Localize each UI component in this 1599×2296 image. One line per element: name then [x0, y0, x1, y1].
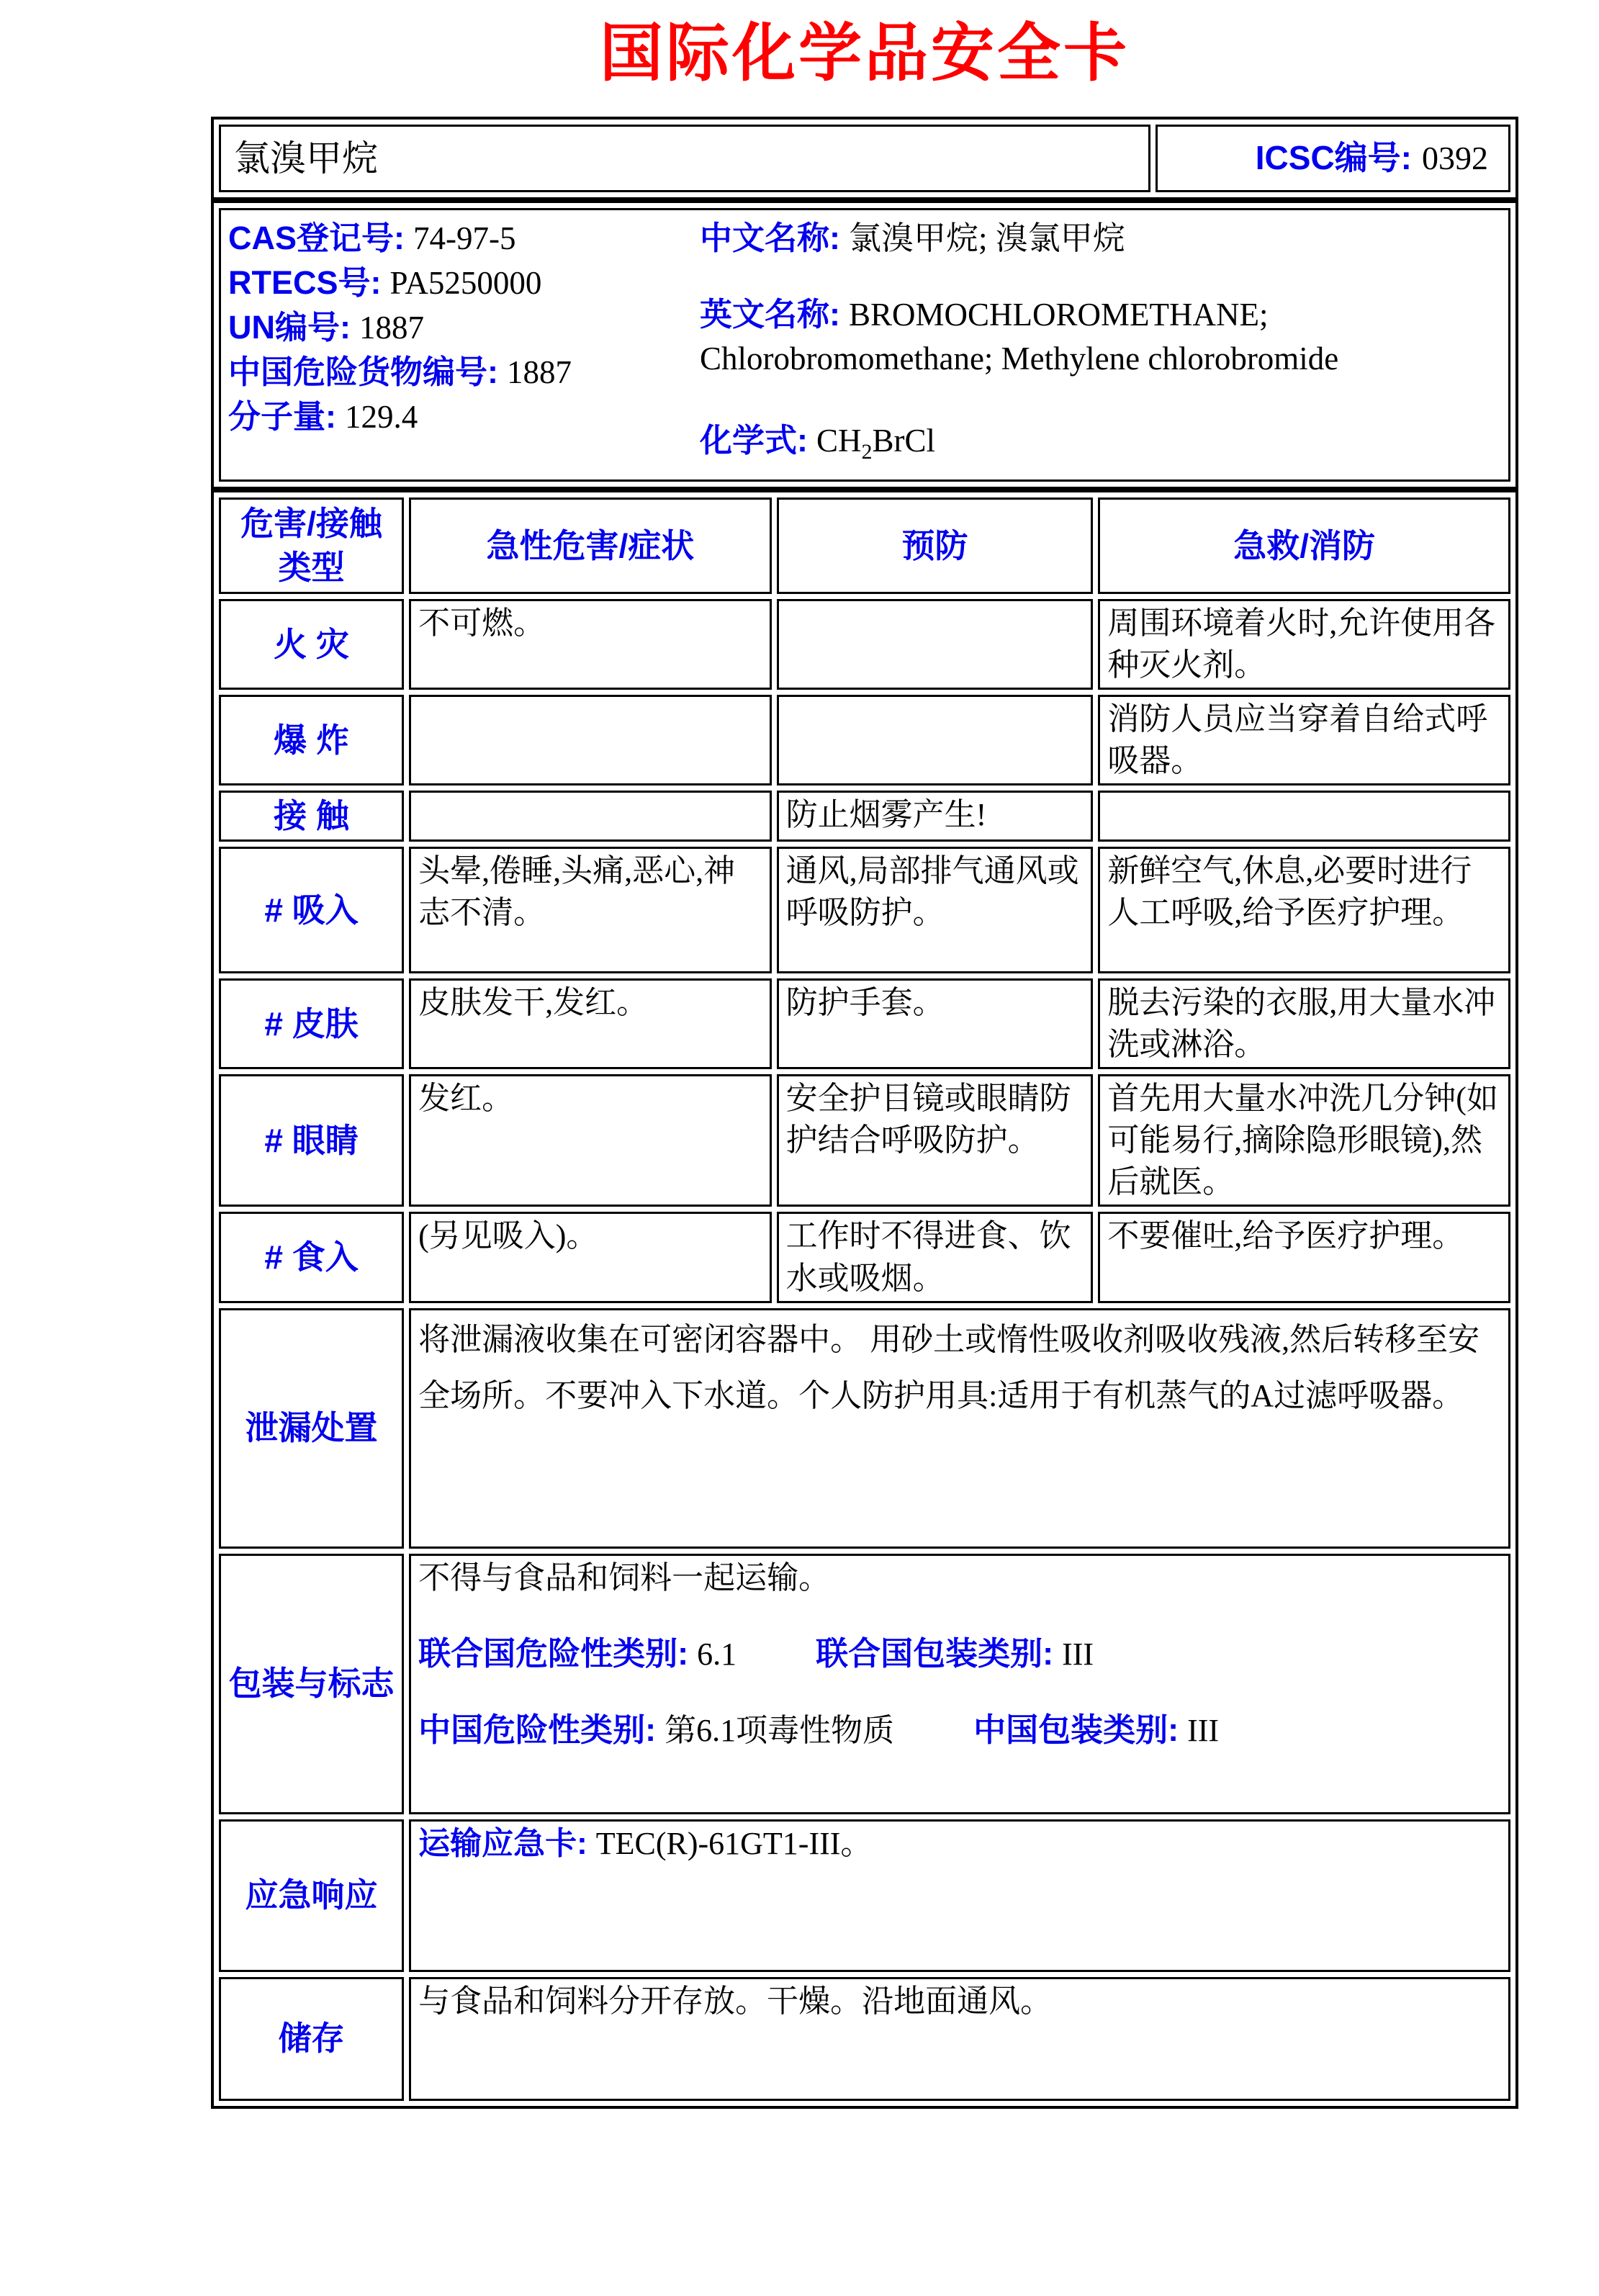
packaging-note: 不得与食品和饲料一起运输。 — [418, 1559, 831, 1595]
cn-class-label: 中国危险性类别: — [418, 1711, 657, 1748]
row-exposure-first-aid — [1098, 791, 1510, 842]
row-skin-first-aid: 脱去污染的衣服,用大量水冲洗或淋浴。 — [1098, 978, 1510, 1069]
packaging-un-line — [418, 1632, 1501, 1675]
chinese-name-value: 氯溴甲烷; 溴氯甲烷 — [849, 220, 1125, 256]
mw-value: 129.4 — [345, 399, 418, 435]
hazard-header-row — [219, 498, 1510, 594]
terc-label: 运输应急卡: — [418, 1825, 587, 1861]
icsc-number-label: ICSC编号: — [1255, 139, 1412, 177]
row-skin-label: # 皮肤 — [219, 978, 404, 1069]
identifiers-cell — [219, 208, 1510, 482]
identifiers-row — [219, 208, 1510, 482]
cas-number-line — [228, 216, 700, 261]
un-class-value: 6.1 — [697, 1636, 737, 1672]
english-name-value2: Chlorobromomethane; Methylene chlorobromide — [700, 341, 1339, 377]
un-label: UN编号: — [228, 309, 351, 346]
header-first-aid: 急救/消防 — [1098, 498, 1510, 594]
row-skin — [219, 978, 1510, 1069]
china-dg-label: 中国危险货物编号: — [228, 354, 498, 390]
cn-class-value: 第6.1项毒性物质 — [665, 1712, 895, 1748]
row-spillage — [219, 1308, 1510, 1549]
mw-label: 分子量: — [228, 398, 336, 435]
cn-pack-label: 中国包装类别: — [973, 1711, 1179, 1748]
chinese-name-label: 中文名称: — [700, 220, 840, 256]
english-name-block — [700, 292, 1501, 381]
cn-pack-value: III — [1187, 1712, 1220, 1748]
formula-value — [816, 423, 936, 464]
row-fire-first-aid: 周围环境着火时,允许使用各种灭火剂。 — [1098, 599, 1510, 690]
identifiers-table — [211, 200, 1518, 490]
row-emergency — [219, 1819, 1510, 1972]
row-exposure-prevention: 防止烟雾产生! — [777, 791, 1094, 842]
header-hazard-type-line2: 类型 — [278, 549, 345, 586]
icsc-card-document — [211, 0, 1518, 2109]
row-inhalation — [219, 847, 1510, 973]
identifiers-left-column — [228, 216, 700, 474]
row-packaging — [219, 1554, 1510, 1814]
english-name-value1: BROMOCHLOROMETHANE; — [849, 297, 1269, 333]
row-storage-label: 储存 — [219, 1977, 404, 2101]
row-fire-prevention — [777, 599, 1094, 690]
hazard-table — [211, 490, 1518, 2109]
terc-value: TEC(R)-61GT1-III。 — [595, 1825, 873, 1861]
row-explosion-label: 爆 炸 — [219, 695, 404, 785]
rtecs-number-line — [228, 261, 700, 305]
row-skin-symptoms: 皮肤发干,发红。 — [409, 978, 772, 1069]
rtecs-value: PA5250000 — [389, 265, 542, 301]
substance-name: 氯溴甲烷 — [234, 138, 378, 179]
row-packaging-content — [409, 1554, 1510, 1814]
row-inhalation-symptoms: 头晕,倦睡,头痛,恶心,神志不清。 — [409, 847, 772, 973]
row-eyes-prevention: 安全护目镜或眼睛防护结合呼吸防护。 — [777, 1074, 1094, 1207]
row-explosion — [219, 695, 1510, 785]
row-storage-content: 与食品和饲料分开存放。干燥。沿地面通风。 — [409, 1977, 1510, 2101]
molecular-weight-line — [228, 395, 700, 439]
un-pack-value: III — [1062, 1636, 1094, 1672]
row-ingestion-first-aid: 不要催吐,给予医疗护理。 — [1098, 1212, 1510, 1302]
name-row — [219, 125, 1510, 192]
un-number-line — [228, 305, 700, 350]
row-ingestion-symptoms: (另见吸入)。 — [409, 1212, 772, 1302]
row-exposure — [219, 791, 1510, 842]
row-fire — [219, 599, 1510, 690]
row-exposure-symptoms — [409, 791, 772, 842]
substance-name-cell — [219, 125, 1150, 192]
icsc-number-cell — [1156, 125, 1510, 192]
row-eyes-symptoms: 发红。 — [409, 1074, 772, 1207]
header-hazard-type-line1: 危害/接触 — [240, 505, 382, 543]
chinese-name-line — [700, 216, 1501, 261]
row-spillage-content: 将泄漏液收集在可密闭容器中。 用砂土或惰性吸收剂吸收残液,然后转移至安全场所。不要冲入下水道。个人防护用具:适用于有机蒸气的A过滤呼吸器。 — [409, 1308, 1510, 1549]
un-class-label: 联合国危险性类别: — [418, 1634, 689, 1672]
identifiers-right-column — [700, 216, 1501, 474]
row-explosion-prevention — [777, 695, 1094, 785]
formula-line — [700, 418, 1501, 474]
row-ingestion-label: # 食入 — [219, 1212, 404, 1302]
row-ingestion — [219, 1212, 1510, 1302]
formula-label: 化学式: — [700, 422, 808, 459]
identifiers-columns — [228, 216, 1501, 474]
icsc-number-value: 0392 — [1422, 140, 1488, 177]
english-name-line1 — [700, 292, 1501, 337]
row-inhalation-label: # 吸入 — [219, 847, 404, 973]
row-packaging-label: 包装与标志 — [219, 1554, 404, 1814]
header-prevention: 预防 — [777, 498, 1094, 594]
china-dg-number-line — [228, 350, 700, 395]
row-emergency-content — [409, 1819, 1510, 1972]
packaging-cn-line — [418, 1709, 1501, 1752]
formula-base: CH — [816, 423, 862, 459]
formula-rest: BrCl — [872, 423, 936, 459]
row-explosion-first-aid: 消防人员应当穿着自给式呼吸器。 — [1098, 695, 1510, 785]
row-eyes-label: # 眼睛 — [219, 1074, 404, 1207]
rtecs-label: RTECS号: — [228, 264, 382, 301]
row-inhalation-prevention: 通风,局部排气通风或呼吸防护。 — [777, 847, 1094, 973]
row-storage — [219, 1977, 1510, 2101]
row-eyes-first-aid: 首先用大量水冲洗几分钟(如可能易行,摘除隐形眼镜),然后就医。 — [1098, 1074, 1510, 1207]
cas-label: CAS登记号: — [228, 220, 405, 256]
header-symptoms: 急性危害/症状 — [409, 498, 772, 594]
row-eyes — [219, 1074, 1510, 1207]
un-value: 1887 — [359, 310, 424, 346]
row-skin-prevention: 防护手套。 — [777, 978, 1094, 1069]
page-title: 国际化学品安全卡 — [599, 17, 1130, 89]
row-fire-label: 火 灾 — [219, 599, 404, 690]
un-pack-label: 联合国包装类别: — [816, 1634, 1054, 1672]
cas-value: 74-97-5 — [413, 220, 516, 256]
english-name-label: 英文名称: — [700, 296, 840, 333]
row-spillage-label: 泄漏处置 — [219, 1308, 404, 1549]
header-hazard-type — [219, 498, 404, 594]
row-explosion-symptoms — [409, 695, 772, 785]
row-exposure-label: 接 触 — [219, 791, 404, 842]
row-ingestion-prevention: 工作时不得进食、饮水或吸烟。 — [777, 1212, 1094, 1302]
china-dg-value: 1887 — [507, 354, 572, 390]
formula-subscript: 2 — [861, 440, 873, 464]
row-fire-symptoms: 不可燃。 — [409, 599, 772, 690]
row-inhalation-first-aid: 新鲜空气,休息,必要时进行人工呼吸,给予医疗护理。 — [1098, 847, 1510, 973]
name-table — [211, 117, 1518, 200]
row-emergency-label: 应急响应 — [219, 1819, 404, 1972]
